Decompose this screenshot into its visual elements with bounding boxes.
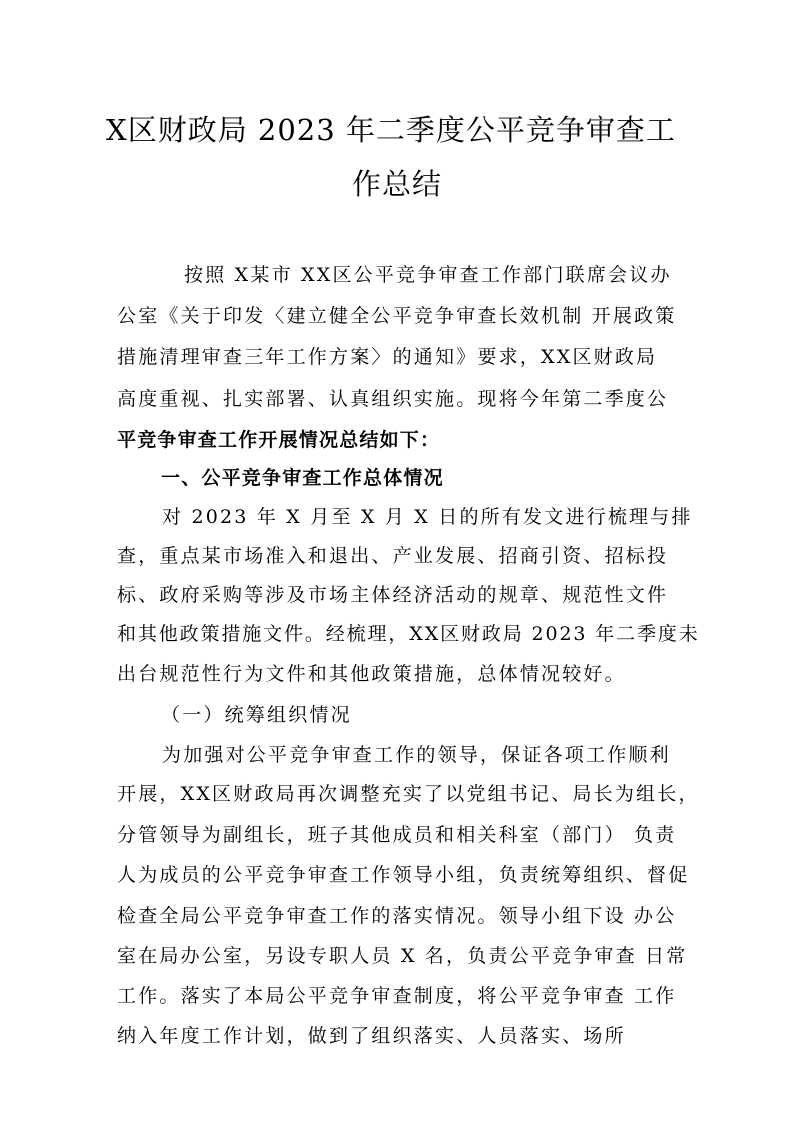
subsection-1-line-8: 纳入年度工作计划，做到了组织落实、人员落实、场所 bbox=[117, 1025, 626, 1047]
subsection-1-line-1: 为加强对公平竞争审查工作的领导，保证各项工作顺利 bbox=[162, 744, 671, 766]
section-1-line-1: 对 2023 年 X 月至 X 月 X 日的所有发文进行梳理与排 bbox=[162, 506, 693, 528]
subsection-1-line-4: 人为成员的公平竞争审查工作领导小组，负责统筹组织、督促 bbox=[117, 864, 690, 886]
subsection-1-line-6: 室在局办公室，另设专职人员 X 名，负责公平竞争审查 日常 bbox=[117, 945, 688, 967]
subsection-1-heading: （一）统筹组织情况 bbox=[161, 704, 352, 726]
document-title-line-1: X区财政局 2023 年二季度公平竞争审查工 bbox=[106, 113, 676, 147]
document-title-line-2: 作总结 bbox=[351, 167, 442, 201]
section-1-heading: 一、公平竞争审查工作总体情况 bbox=[161, 467, 444, 489]
section-1-line-5: 出台规范性行为文件和其他政策措施，总体情况较好。 bbox=[117, 663, 626, 685]
subsection-1-line-7: 工作。落实了本局公平竞争审查制度，将公平竞争审查 工作 bbox=[117, 985, 677, 1007]
intro-line-3: 措施清理审查三年工作方案〉的通知》要求，XX区财政局 bbox=[117, 346, 658, 368]
intro-line-2: 公室《关于印发〈建立健全公平竞争审查长效机制 开展政策 bbox=[117, 305, 677, 327]
subsection-1-line-2: 开展，XX区财政局再次调整充实了以党组书记、局长为组长， bbox=[117, 783, 700, 805]
intro-line-4: 高度重视、扎实部署、认真组织实施。现将今年第二季度公 bbox=[117, 388, 669, 410]
intro-line-5: 平竞争审查工作开展情况总结如下： bbox=[117, 429, 441, 451]
subsection-1-line-3: 分管领导为副组长，班子其他成员和相关科室（部门） 负责 bbox=[117, 824, 677, 846]
section-1-line-2: 查，重点某市场准入和退出、产业发展、招商引资、招标投 bbox=[117, 545, 669, 567]
section-1-line-3: 标、政府采购等涉及市场主体经济活动的规章、规范性文件 bbox=[117, 584, 669, 606]
section-1-line-4: 和其他政策措施文件。经梳理，XX区财政局 2023 年二季度未 bbox=[117, 623, 700, 645]
subsection-1-line-5: 检查全局公平竞争审查工作的落实情况。领导小组下设 办公 bbox=[117, 905, 677, 927]
intro-line-1: 按照 X某市 XX区公平竞争审查工作部门联席会议办 bbox=[184, 264, 672, 286]
